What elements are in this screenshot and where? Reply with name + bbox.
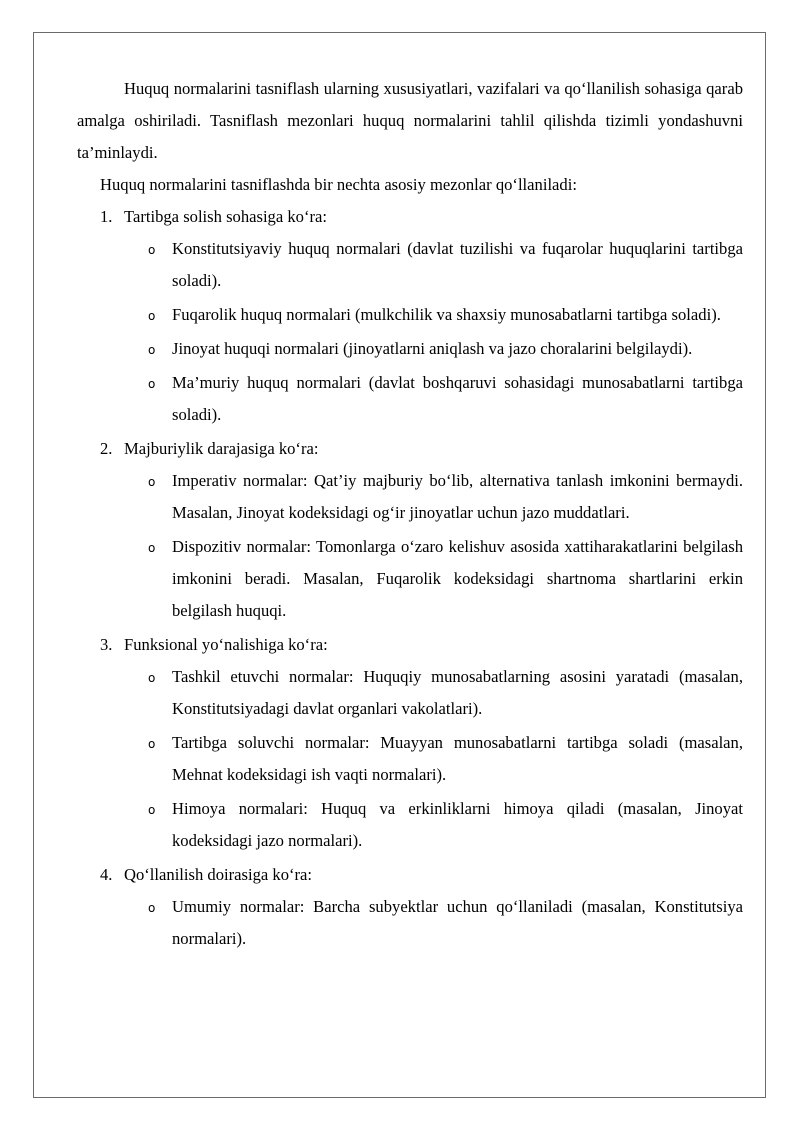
bullet-icon: o [148, 243, 156, 257]
list-item [77, 727, 743, 791]
list-item-text: Konstitutsiyaviy huquq normalari (davlat tuzilishi va fuqarolar huquqlarini tartibga soladi). [172, 239, 743, 290]
list-item [77, 233, 743, 297]
list-item-text: Himoya normalari: Huquq va erkinliklarni himoya qiladi (masalan, Jinoyat kodeksidagi jazo normalari). [172, 799, 743, 850]
list-item-text: Jinoyat huquqi normalari (jinoyatlarni aniqlash va jazo choralarini belgilaydi). [172, 339, 693, 358]
criterion-1 [77, 201, 743, 431]
criterion-number: 4. [100, 865, 113, 884]
criterion-3 [77, 629, 743, 857]
bullet-icon: o [148, 803, 156, 817]
criterion-heading [77, 433, 743, 465]
criterion-title: Funksional yo‘nalishiga ko‘ra: [124, 635, 328, 654]
criterion-4 [77, 859, 743, 955]
list-item-text: Fuqarolik huquq normalari (mulkchilik va shaxsiy munosabatlarni tartibga soladi). [172, 305, 721, 324]
list-item-text: Umumiy normalar: Barcha subyektlar uchun qo‘llaniladi (masalan, Konstitutsiya normalari). [172, 897, 743, 948]
document-body [77, 73, 743, 957]
criterion-title: Tartibga solish sohasiga ko‘ra: [124, 207, 327, 226]
list-item [77, 891, 743, 955]
criterion-number: 2. [100, 439, 113, 458]
criterion-heading [77, 629, 743, 661]
criterion-title: Majburiylik darajasiga ko‘ra: [124, 439, 319, 458]
list-item [77, 531, 743, 627]
list-item [77, 299, 743, 331]
bullet-icon: o [148, 541, 156, 555]
bullet-icon: o [148, 377, 156, 391]
lead-paragraph: Huquq normalarini tasniflashda bir nechta asosiy mezonlar qo‘llaniladi: [100, 175, 577, 194]
criterion-items [77, 233, 743, 431]
intro-paragraph: Huquq normalarini tasniflash ularning xususiyatlari, vazifalari va qo‘llanilish sohasiga qarab amalga oshiriladi. Tasniflash mezonlari huquq normalarini tahlil qilishda tizimli yondashuvni ta’minlaydi. [77, 79, 743, 162]
bullet-icon: o [148, 671, 156, 685]
list-item [77, 661, 743, 725]
bullet-icon: o [148, 475, 156, 489]
list-item [77, 465, 743, 529]
bullet-icon: o [148, 309, 156, 323]
criterion-items [77, 465, 743, 627]
criterion-items [77, 891, 743, 955]
bullet-icon: o [148, 737, 156, 751]
criterion-number: 3. [100, 635, 113, 654]
criterion-heading [77, 859, 743, 891]
list-item [77, 367, 743, 431]
bullet-icon: o [148, 901, 156, 915]
list-item-text: Ma’muriy huquq normalari (davlat boshqaruvi sohasidagi munosabatlarni tartibga soladi). [172, 373, 743, 424]
list-item-text: Dispozitiv normalar: Tomonlarga o‘zaro kelishuv asosida xattiharakatlarini belgilash imkonini beradi. Masalan, Fuqarolik kodeksidagi shartnoma shartlarini erkin belgilash huquqi. [172, 537, 743, 620]
criterion-title: Qo‘llanilish doirasiga ko‘ra: [124, 865, 313, 884]
list-item-text: Tartibga soluvchi normalar: Muayyan munosabatlarni tartibga soladi (masalan, Mehnat kodeksidagi ish vaqti normalari). [172, 733, 743, 784]
list-item [77, 793, 743, 857]
criterion-number: 1. [100, 207, 113, 226]
list-item-text: Imperativ normalar: Qat’iy majburiy bo‘lib, alternativa tanlash imkonini bermaydi. Masalan, Jinoyat kodeksidagi og‘ir jinoyatlar uchun jazo muddatlari. [172, 471, 743, 522]
criterion-items [77, 661, 743, 857]
criterion-2 [77, 433, 743, 627]
bullet-icon: o [148, 343, 156, 357]
list-item-text: Tashkil etuvchi normalar: Huquqiy munosabatlarning asosini yaratadi (masalan, Konstitutsiyadagi davlat organlari vakolatlari). [172, 667, 743, 718]
criterion-heading [77, 201, 743, 233]
list-item [77, 333, 743, 365]
